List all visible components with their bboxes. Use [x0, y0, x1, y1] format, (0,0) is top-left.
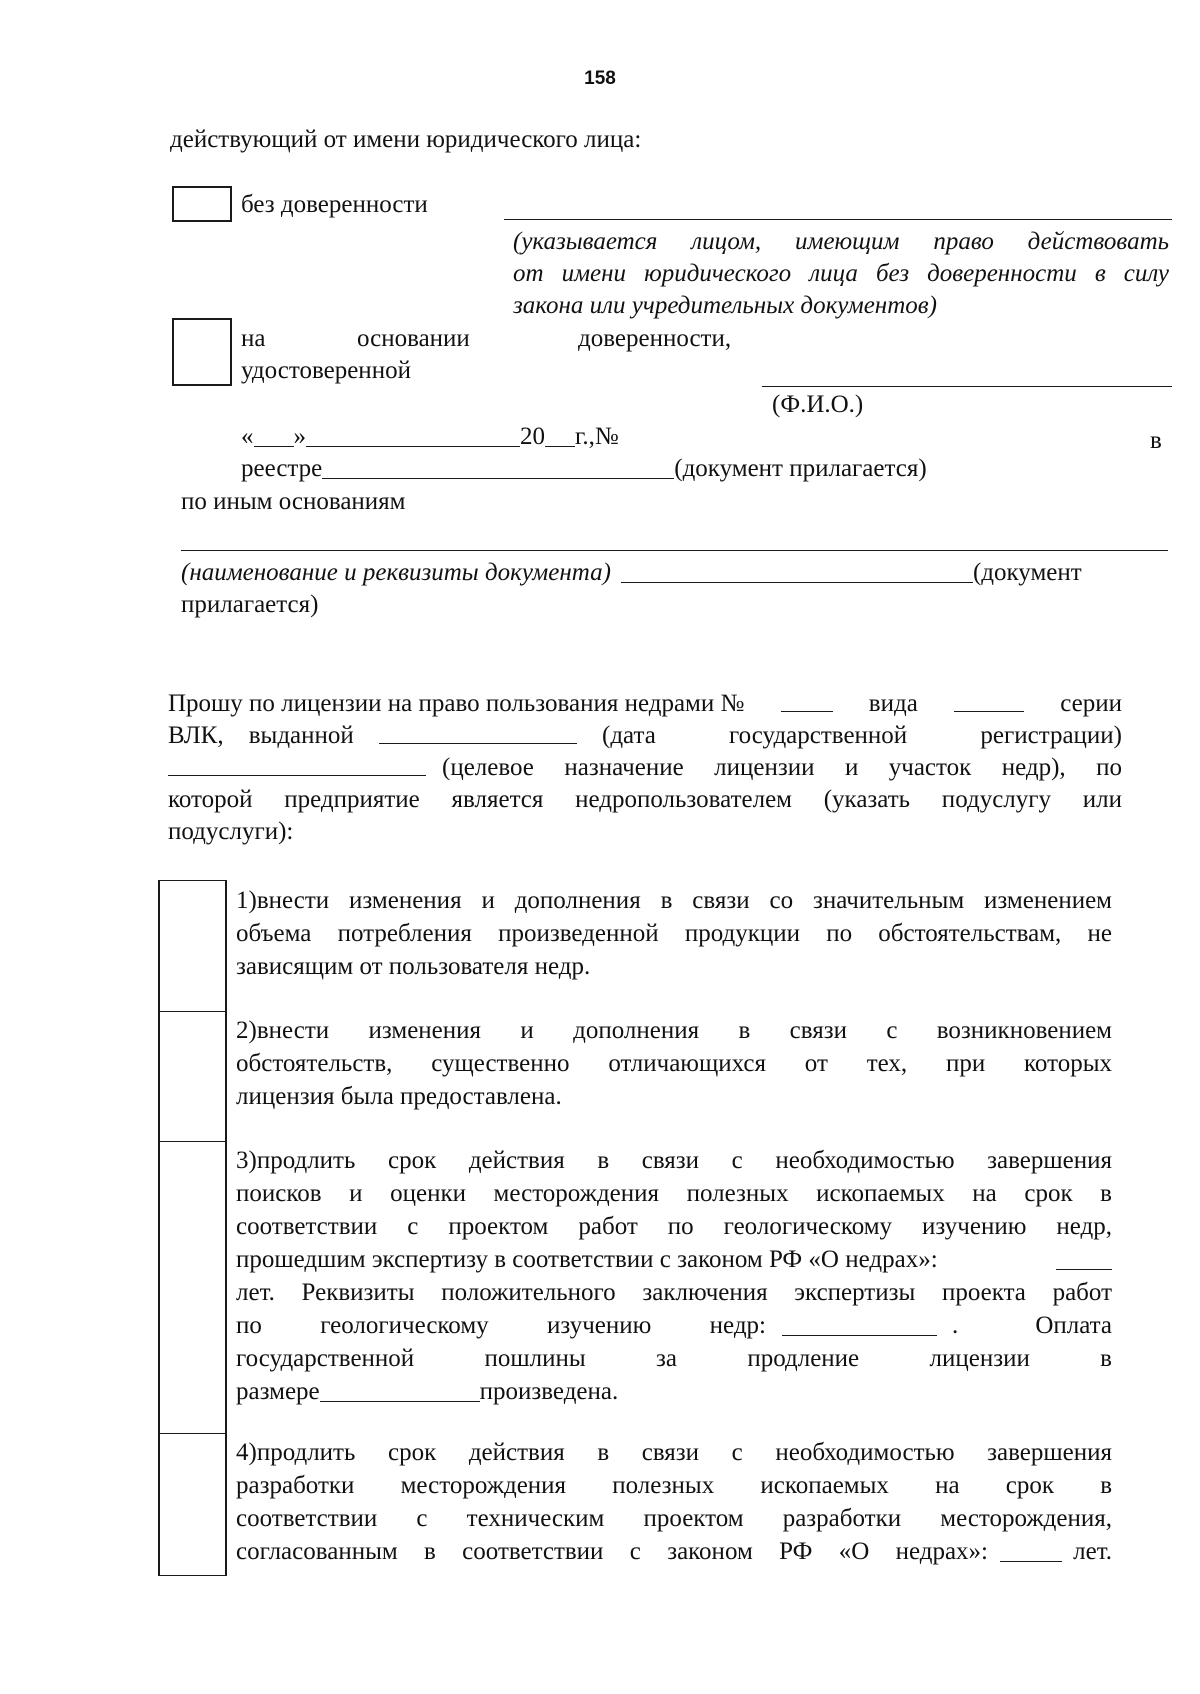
doc-attached-2: прилагается) — [181, 591, 319, 618]
g-number: г.,№ — [575, 423, 619, 450]
item-3-line-10: произведена. — [479, 1378, 619, 1405]
request-line-2 — [168, 719, 1122, 752]
cell-divider-1 — [158, 1011, 225, 1012]
item-3-line-1: продлить срок действия в связи с необходимостью завершения — [256, 1147, 1112, 1174]
label-no-poa: без доверенности — [241, 191, 428, 218]
item-3-line-6: по геологическому изучению недр: — [236, 1312, 766, 1339]
item-3 — [236, 1144, 1112, 1408]
registry-attached: (документ прилагается) — [674, 455, 927, 482]
license-type-blank[interactable] — [954, 687, 1024, 712]
item-1-line-1: внести изменения и дополнения в связи со значительным изменением — [256, 887, 1112, 914]
issue-date-blank[interactable] — [379, 719, 577, 744]
item-1-line-2: объема потребления произведенной продукции по обстоятельствам, не — [236, 920, 1112, 947]
checkbox-item-4[interactable] — [160, 1435, 223, 1574]
label-other-grounds: по иным основаниям — [181, 488, 406, 515]
cell-divider-2 — [158, 1141, 225, 1142]
item-3-line-8: государственной пошлины за продление лицензии в — [236, 1345, 1112, 1372]
date-open-quote: « — [241, 423, 254, 450]
purpose-blank[interactable] — [168, 751, 426, 776]
item-3-line-9: размере — [236, 1378, 320, 1405]
item-3-line-3: соответствии с проектом работ по геологическому изучению недр, — [236, 1213, 1112, 1240]
item-3-line-2: поисков и оценки месторождения полезных ископаемых на срок в — [236, 1180, 1112, 1207]
registry-label: реестре — [241, 455, 323, 482]
request-text-series: серии — [1060, 690, 1122, 717]
intro-text: действующий от имени юридического лица: — [170, 126, 642, 153]
item-1-line-3: зависящим от пользователя недр. — [236, 953, 591, 980]
page-number: 158 — [584, 68, 616, 89]
request-text-vlk: ВЛК, — [168, 722, 224, 749]
checkbox-item-1[interactable] — [160, 882, 223, 1010]
poa-word-poa: доверенности, — [578, 325, 732, 352]
poa-certified: удостоверенной — [241, 357, 411, 384]
poa-date-row — [241, 420, 619, 453]
fio-line[interactable] — [762, 386, 1172, 387]
item-3-line-5: лет. Реквизиты положительного заключения экспертизы проекта работ — [236, 1279, 1112, 1306]
checkbox-no-poa[interactable] — [172, 186, 232, 222]
item-2-line-3: лицензия была предоставлена. — [236, 1083, 562, 1110]
request-line-4: которой предприятие является недропользователем (указать подуслугу или — [168, 786, 1122, 813]
item-4 — [236, 1436, 1112, 1568]
checkbox-item-3[interactable] — [160, 1143, 223, 1432]
item-2 — [236, 1014, 1112, 1113]
item-2-number: 2) — [236, 1017, 257, 1044]
signature-line-no-poa[interactable] — [504, 219, 1172, 220]
item-4-line-2: разработки месторождения полезных ископаемых на срок в — [236, 1472, 1112, 1499]
item-3-expertise-blank[interactable] — [782, 1309, 937, 1336]
fio-caption: (Ф.И.О.) — [772, 391, 864, 418]
day-blank[interactable] — [254, 422, 294, 447]
registry-row — [241, 452, 927, 485]
registry-blank[interactable] — [322, 454, 674, 479]
other-grounds-line[interactable] — [181, 550, 1168, 551]
cell-top-border — [158, 880, 225, 881]
year-blank[interactable] — [545, 422, 575, 447]
doc-name-caption: (наименование и реквизиты документа) — [181, 559, 611, 586]
month-blank[interactable] — [306, 422, 520, 447]
item-4-line-5: лет. — [1073, 1538, 1112, 1565]
request-line-3 — [168, 751, 1122, 784]
poa-word-na: на — [241, 325, 266, 352]
item-2-line-2: обстоятельств, существенно отличающихся от тех, при которых — [236, 1050, 1112, 1077]
item-4-line-1: продлить срок действия в связи с необходимостью завершения — [256, 1439, 1112, 1466]
item-2-line-1: внести изменения и дополнения в связи с возникновением — [256, 1017, 1112, 1044]
item-3-amount-blank[interactable] — [320, 1377, 480, 1402]
note-no-poa-1: (указывается лицом, имеющим право действовать — [513, 228, 1169, 255]
doc-attached-1: (документ — [972, 559, 1082, 586]
note-no-poa-2: от имени юридического лица без доверенности в силу — [513, 260, 1169, 287]
license-number-blank[interactable] — [781, 687, 833, 712]
request-text-1: Прошу по лицензии на право пользования недрами № — [168, 690, 745, 717]
request-text-vida: вида — [868, 690, 918, 717]
item-4-line-4: согласованным в соответствии с законом РФ «О недрах»: — [236, 1538, 988, 1565]
item-4-years-blank[interactable] — [1000, 1535, 1062, 1562]
checkbox-poa[interactable] — [172, 318, 232, 386]
request-text-regdate: (дата государственной регистрации) — [602, 722, 1122, 749]
date-close-quote: » — [293, 423, 306, 450]
item-3-years-blank[interactable] — [1056, 1243, 1112, 1270]
poa-word-basis: основании — [357, 325, 470, 352]
checkbox-item-2[interactable] — [160, 1013, 223, 1140]
item-1-number: 1) — [236, 887, 257, 914]
request-text-issued: выданной — [248, 722, 354, 749]
item-4-line-3: соответствии с техническим проектом разработки месторождения, — [236, 1505, 1112, 1532]
cell-divider-3 — [158, 1433, 225, 1434]
item-3-number: 3) — [236, 1147, 257, 1174]
request-text-purpose: (целевое назначение лицензии и участок недр), по — [442, 754, 1122, 781]
cell-bottom-border — [158, 1575, 225, 1576]
request-line-1 — [168, 687, 1122, 720]
note-no-poa-3: закона или учредительных документов) — [513, 292, 937, 319]
request-line-5: подуслуги): — [168, 818, 294, 845]
other-doc-row — [181, 556, 1082, 589]
item-4-number: 4) — [236, 1439, 257, 1466]
word-v: в — [1150, 427, 1162, 454]
year-prefix: 20 — [520, 423, 545, 450]
item-1 — [236, 884, 1112, 983]
item-3-line-7: . Оплата — [952, 1312, 1112, 1339]
doc-blank[interactable] — [621, 558, 973, 583]
item-3-line-4: прошедшим экспертизу в соответствии с законом РФ «О недрах»: — [236, 1246, 938, 1273]
